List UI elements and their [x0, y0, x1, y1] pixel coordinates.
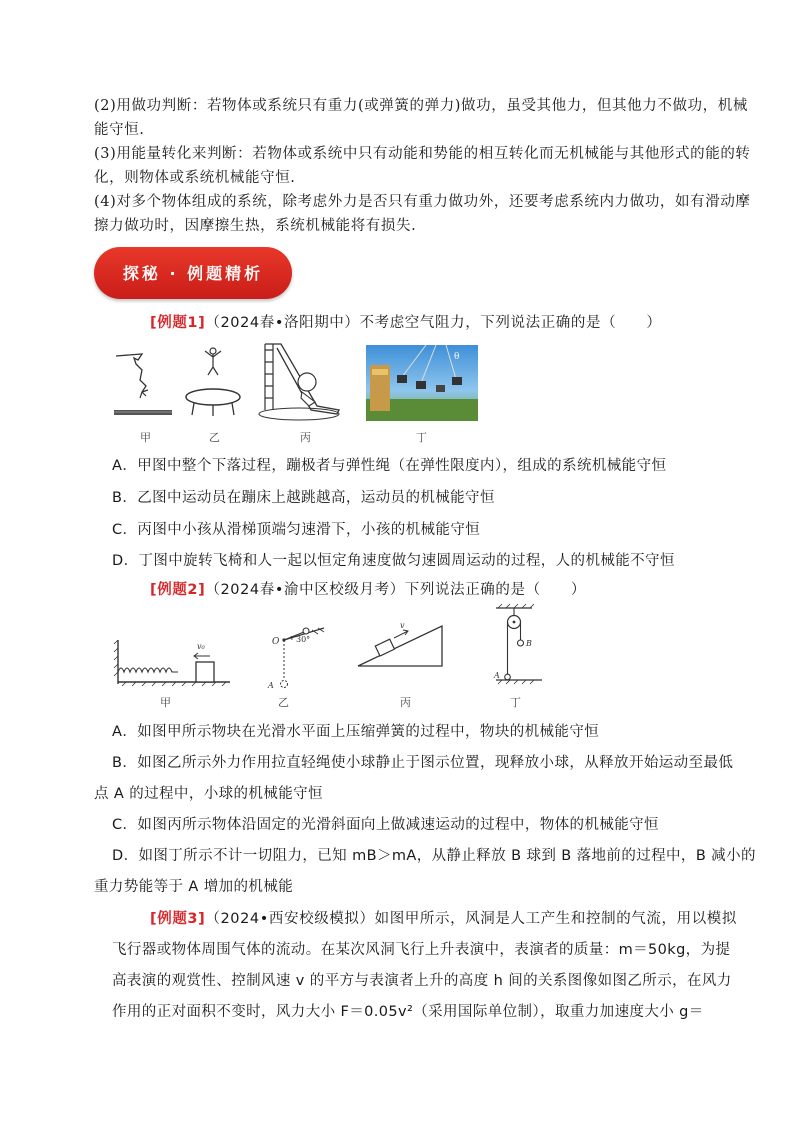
o-label: O	[272, 637, 280, 647]
example1-option-b: B．乙图中运动员在蹦床上越跳越高，运动员的机械能守恒	[112, 490, 495, 506]
example2-figure-ding	[490, 602, 550, 684]
example2-caption-jia: 甲	[160, 696, 171, 709]
intro-p2-line1: (2)用做功判断：若物体或系统只有重力(或弹簧的弹力)做功，虽受其他力，但其他力不做功，机械	[94, 98, 748, 114]
example1-figure-ding	[366, 345, 478, 421]
example3-line3: 高表演的观赏性、控制风速 v 的平方与表演者上升的高度 h 间的关系图像如图乙所示，在风力	[112, 973, 732, 989]
example2-option-b-line2: 点 A 的过程中，小球的机械能守恒	[94, 786, 323, 802]
example2-caption-bing: 丙	[400, 696, 411, 709]
angle-label: 30°	[296, 635, 311, 644]
example1-caption-jia: 甲	[140, 431, 151, 444]
example1-caption-yi: 乙	[209, 431, 220, 444]
example3-line2: 飞行器或物体周围气体的流动。在某次风洞飞行上升表演中，表演者的质量：m＝50kg，为提	[112, 942, 731, 958]
example1-option-c: C．丙图中小孩从滑梯顶端匀速滑下，小孩的机械能守恒	[112, 522, 481, 538]
example3-line1: （2024•西安校级模拟）如图甲所示，风洞是人工产生和控制的气流，用以模拟	[205, 911, 737, 927]
b-label: B	[526, 639, 532, 648]
v0-label: v₀	[197, 642, 205, 651]
section-banner-label: 探秘 · 例题精析	[122, 264, 264, 283]
example1-heading	[150, 313, 662, 333]
intro-p2-line2: 能守恒.	[94, 122, 145, 138]
intro-p4-line1: (4)对多个物体组成的系统，除考虑外力是否只有重力做功外，还要考虑系统内力做功，如有滑动摩	[94, 194, 751, 210]
example2-figure-bing	[356, 620, 446, 670]
example2-option-c: C．如图丙所示物体沿固定的光滑斜面向上做减速运动的过程中，物体的机械能守恒	[112, 817, 659, 833]
example1-caption-bing: 丙	[300, 431, 311, 444]
example1-caption-ding: 丁	[416, 431, 427, 444]
example2-option-b-line1: B．如图乙所示外力作用拉直轻绳使小球静止于图示位置，现释放小球，从释放开始运动至最低	[112, 755, 734, 771]
example2-stem: （2024春•渝中区校级月考）下列说法正确的是（ ）	[205, 582, 586, 598]
a-label-yi: A	[268, 681, 274, 690]
example1-stem: （2024春•洛阳期中）不考虑空气阻力，下列说法正确的是（ ）	[205, 315, 662, 331]
example1-option-a: A．甲图中整个下落过程，蹦极者与弹性绳（在弹性限度内），组成的系统机械能守恒	[112, 458, 667, 474]
example2-tag: [例题2]	[150, 582, 206, 598]
section-banner	[94, 247, 292, 299]
example3-heading	[150, 909, 737, 929]
example2-heading	[150, 580, 586, 600]
intro-p4-line2: 擦力做功时，因摩擦生热，系统机械能将有损失.	[94, 218, 417, 234]
v-label: v	[400, 621, 405, 630]
example1-figure-jia	[112, 350, 174, 420]
example2-figure-jia	[112, 630, 232, 690]
a-label-ding: A	[494, 671, 500, 680]
example2-figure-yi	[258, 628, 338, 692]
example1-figure-bing	[257, 340, 347, 422]
example2-option-d-line2: 重力势能等于 A 增加的机械能	[94, 879, 294, 895]
example2-option-a: A．如图甲所示物块在光滑水平面上压缩弹簧的过程中，物块的机械能守恒	[112, 724, 600, 740]
intro-p3-line1: (3)用能量转化来判断：若物体或系统中只有动能和势能的相互转化而无机械能与其他形式的能的转	[94, 146, 751, 162]
example2-caption-yi: 乙	[278, 696, 289, 709]
example1-figure-yi	[184, 345, 244, 420]
example2-caption-ding: 丁	[510, 696, 521, 709]
example3-line4: 作用的正对面积不变时，风力大小 F＝0.05v²（采用国际单位制），取重力加速度大小 g＝	[112, 1004, 704, 1020]
example1-option-d: D．丁图中旋转飞椅和人一起以恒定角速度做匀速圆周运动的过程，人的机械能不守恒	[112, 553, 675, 569]
example3-tag: [例题3]	[150, 911, 206, 927]
intro-p3-line2: 化，则物体或系统机械能守恒.	[94, 170, 296, 186]
example2-option-d-line1: D．如图丁所示不计一切阻力，已知 mB＞mA，从静止释放 B 球到 B 落地前的过程中，B 减小的	[112, 848, 756, 864]
svg-text:θ: θ	[454, 352, 460, 362]
example1-tag: [例题1]	[150, 315, 206, 331]
